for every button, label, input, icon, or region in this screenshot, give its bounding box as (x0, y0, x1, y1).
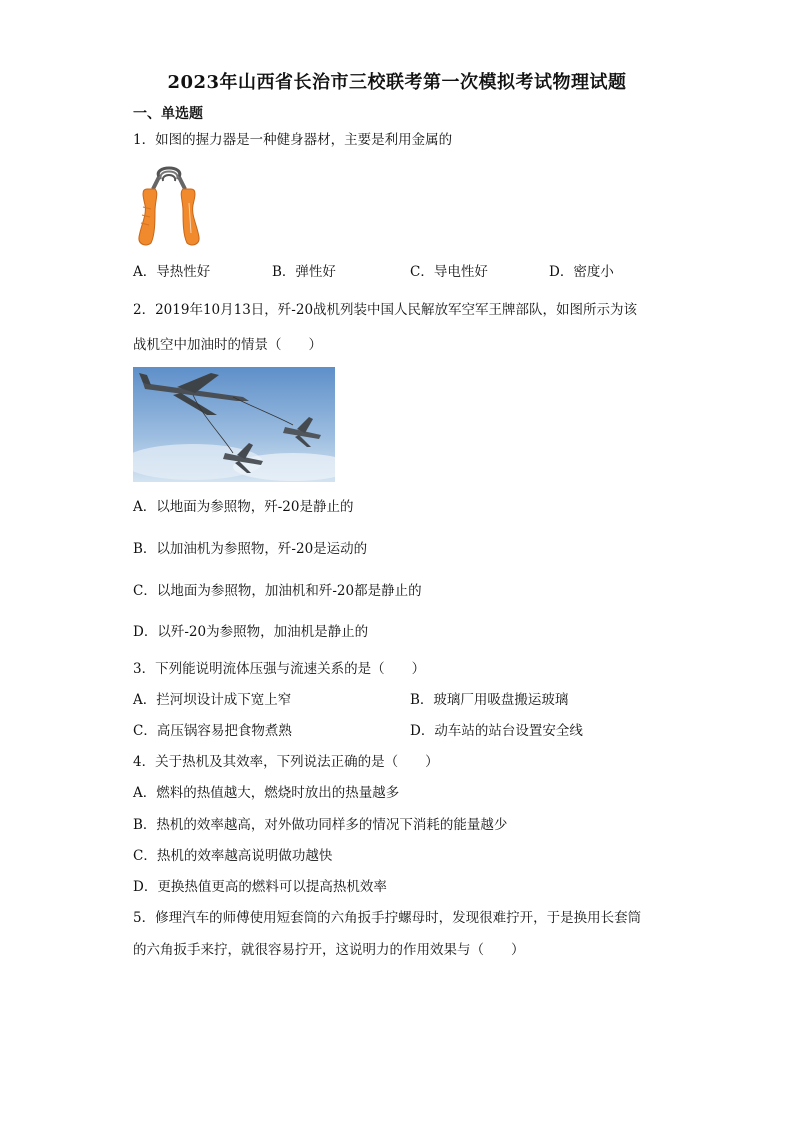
question-5-stem-line-2: 的六角扳手来拧，就很容易拧开，这说明力的作用效果与（ ） (133, 942, 525, 958)
q1-option-d[interactable]: D．密度小 (549, 264, 614, 280)
aerial-refueling-photo-icon (133, 367, 335, 482)
q4-option-c[interactable]: C．热机的效率越高说明做功越快 (133, 848, 333, 864)
question-4-stem: 4．关于热机及其效率，下列说法正确的是（ ） (133, 754, 439, 770)
question-1-stem: 1．如图的握力器是一种健身器材，主要是利用金属的 (133, 132, 453, 148)
question-2-stem-line-1: 2．2019年10月13日，歼-20战机列装中国人民解放军空军王牌部队，如图所示为该 (133, 302, 638, 318)
q2-option-d[interactable]: D．以歼-20为参照物，加油机是静止的 (133, 624, 369, 640)
q1-option-c[interactable]: C．导电性好 (410, 264, 488, 280)
q2-option-b[interactable]: B．以加油机为参照物，歼-20是运动的 (133, 541, 368, 557)
q4-option-d[interactable]: D．更换热值更高的燃料可以提高热机效率 (133, 879, 387, 895)
q3-option-a[interactable]: A．拦河坝设计成下宽上窄 (133, 692, 292, 708)
page-title: 2023年山西省长治市三校联考第一次模拟考试物理试题 (167, 72, 627, 93)
q2-option-a[interactable]: A．以地面为参照物，歼-20是静止的 (133, 499, 354, 515)
section-heading: 一、单选题 (133, 106, 203, 122)
q3-option-b[interactable]: B．玻璃厂用吸盘搬运玻璃 (410, 692, 569, 708)
q2-option-c[interactable]: C．以地面为参照物，加油机和歼-20都是静止的 (133, 583, 422, 599)
q4-option-a[interactable]: A．燃料的热值越大，燃烧时放出的热量越多 (133, 785, 400, 801)
q1-option-b[interactable]: B．弹性好 (272, 264, 336, 280)
q4-option-b[interactable]: B．热机的效率越高，对外做功同样多的情况下消耗的能量越少 (133, 817, 508, 833)
question-3-stem: 3．下列能说明流体压强与流速关系的是（ ） (133, 661, 426, 677)
q1-option-a[interactable]: A．导热性好 (133, 264, 211, 280)
question-2-stem-line-2: 战机空中加油时的情景（ ） (133, 337, 322, 353)
hand-gripper-icon (133, 163, 205, 249)
q3-option-c[interactable]: C．高压锅容易把食物煮熟 (133, 723, 292, 739)
q3-option-d[interactable]: D．动车站的站台设置安全线 (410, 723, 583, 739)
question-5-stem-line-1: 5．修理汽车的师傅使用短套筒的六角扳手拧螺母时，发现很难拧开，于是换用长套筒 (133, 910, 642, 926)
